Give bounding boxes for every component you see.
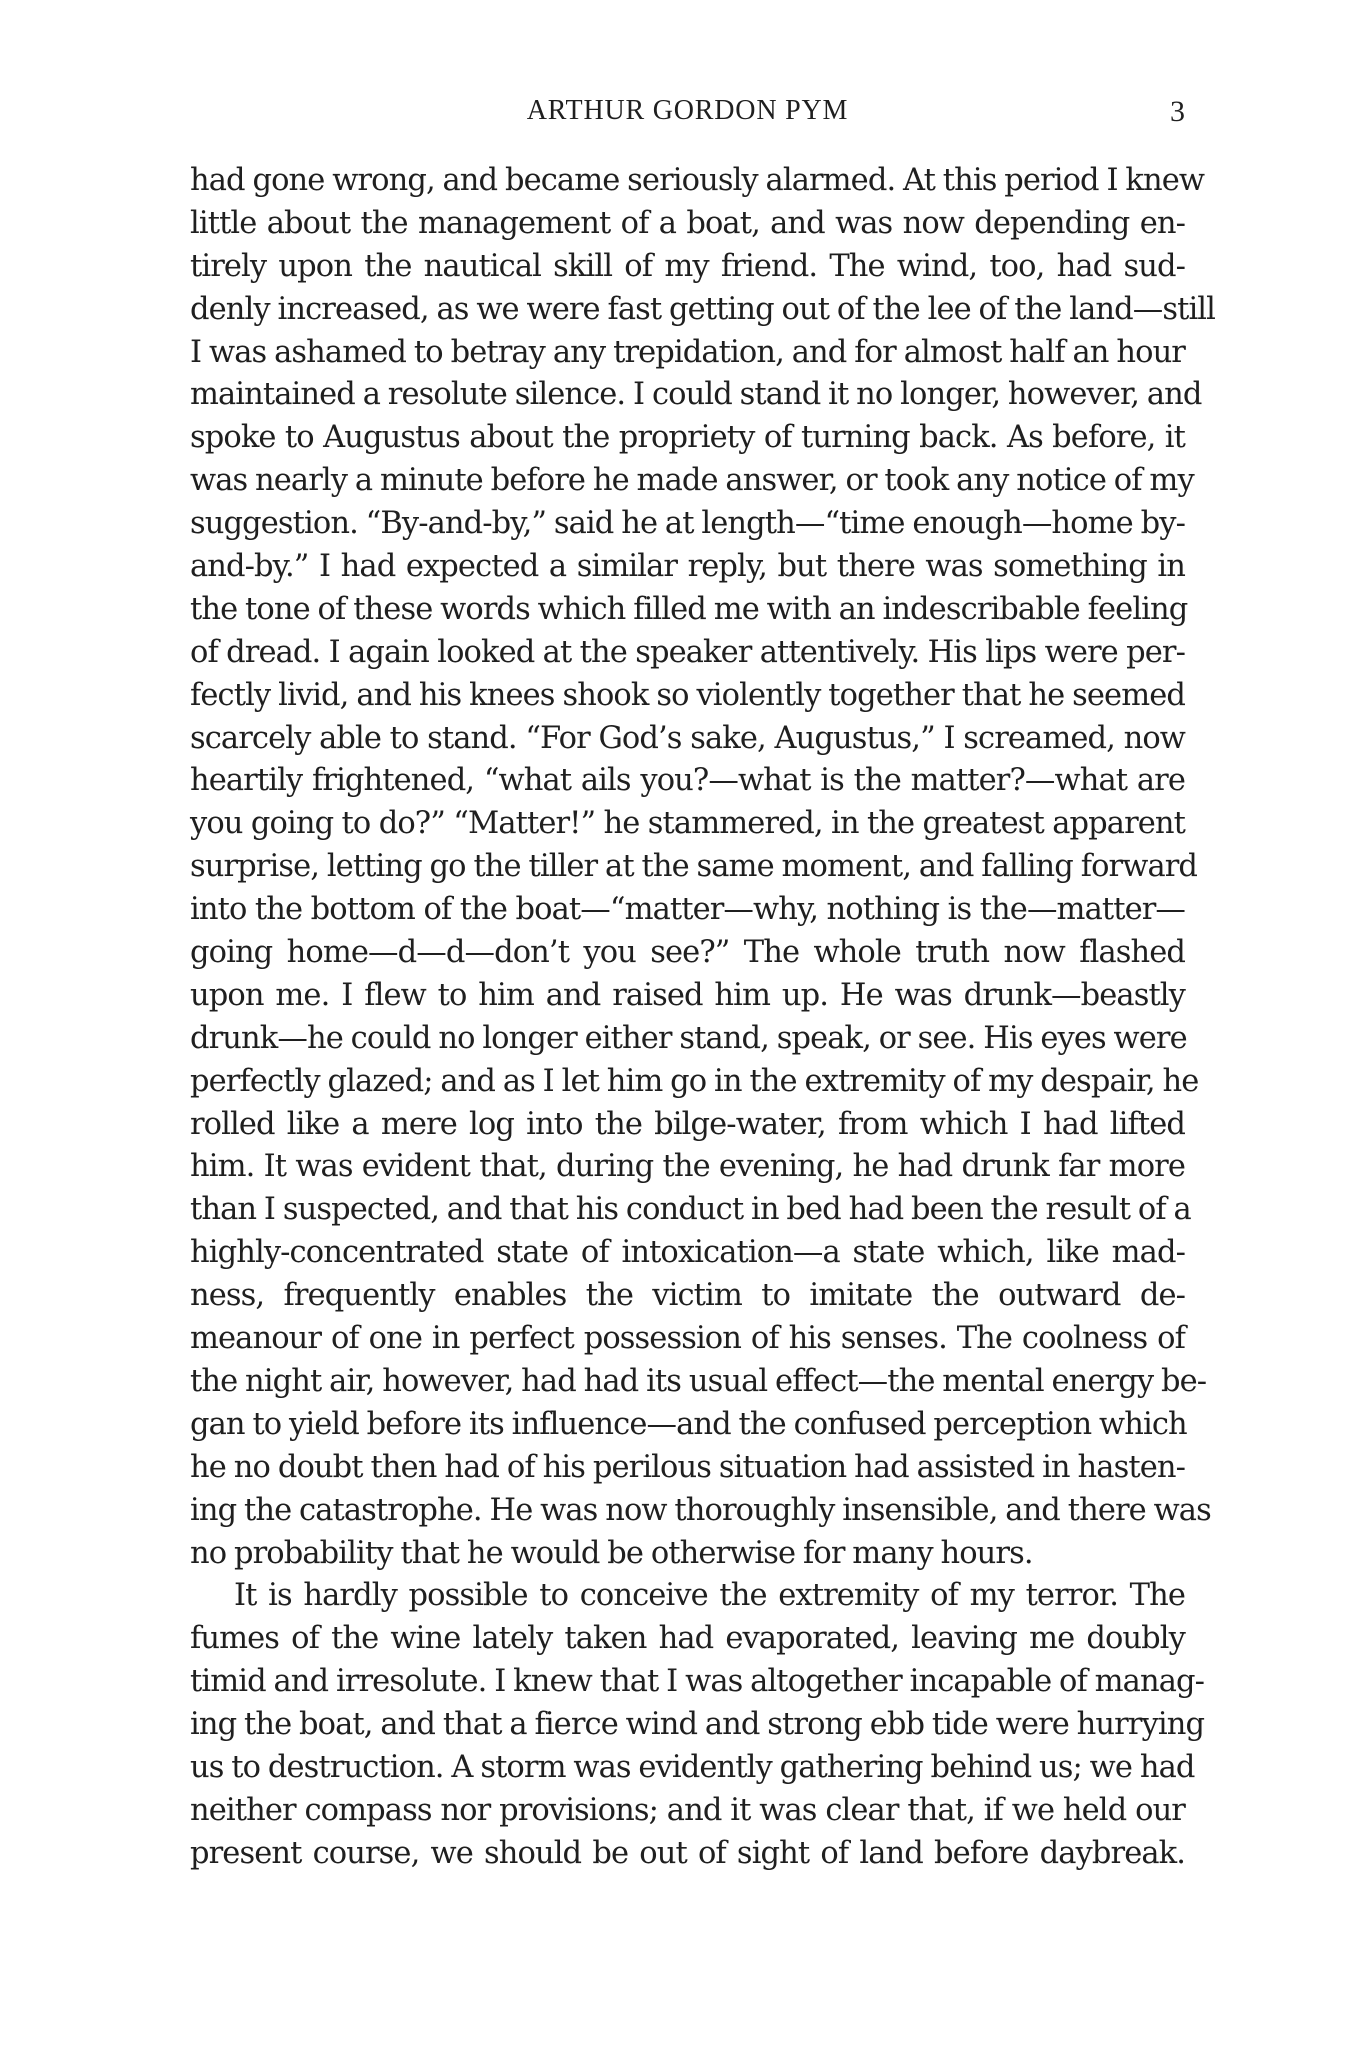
text-line: you going to do?” “Matter!” he stammered, in the greatest apparent: [190, 806, 1185, 842]
text-line: he no doubt then had of his perilous situation had assisted in hasten-: [190, 1449, 1185, 1485]
text-line: gan to yield before its influence—and the confused perception which: [190, 1406, 1187, 1442]
text-line: than I suspected, and that his conduct in bed had been the result of a: [190, 1192, 1191, 1228]
text-line: timid and irresolute. I knew that I was altogether incapable of manag-: [190, 1664, 1205, 1700]
paragraph: [190, 1575, 1205, 1875]
text-line: scarcely able to stand. “For God’s sake, Augustus,” I screamed, now: [190, 720, 1185, 756]
text-line: heartily frightened, “what ails you?—what is the matter?—what are: [190, 763, 1185, 799]
text-line: present course, we should be out of sight of land before daybreak.: [190, 1835, 1185, 1871]
text-line: spoke to Augustus about the propriety of turning back. As before, it: [190, 420, 1185, 456]
text-line: fumes of the wine lately taken had evaporated, leaving me doubly: [190, 1621, 1185, 1657]
text-line: maintained a resolute silence. I could stand it no longer, however, and: [190, 377, 1202, 413]
text-line: perfectly glazed; and as I let him go in the extremity of my despair, he: [190, 1063, 1199, 1099]
text-line: suggestion. “By-and-by,” said he at length—“time enough—home by-: [190, 506, 1185, 542]
text-line: him. It was evident that, during the evening, he had drunk far more: [190, 1149, 1185, 1185]
text-line: no probability that he would be otherwise for many hours.: [190, 1535, 1033, 1571]
body-text: [190, 160, 1216, 1880]
text-line: fectly livid, and his knees shook so violently together that he seemed: [190, 677, 1185, 713]
text-line: It is hardly possible to conceive the extremity of my terror. The: [234, 1578, 1185, 1614]
text-line: I was ashamed to betray any trepidation, and for almost half an hour: [190, 334, 1185, 370]
text-line: tirely upon the nautical skill of my friend. The wind, too, had sud-: [190, 248, 1185, 284]
text-line: ing the catastrophe. He was now thoroughly insensible, and there was: [190, 1492, 1211, 1528]
text-line: meanour of one in perfect possession of his senses. The coolness of: [190, 1321, 1185, 1357]
text-line: highly-concentrated state of intoxication—a state which, like mad-: [190, 1235, 1185, 1271]
text-line: had gone wrong, and became seriously alarmed. At this period I knew: [190, 163, 1205, 198]
running-title: ARTHUR GORDON PYM: [526, 95, 849, 126]
text-line: was nearly a minute before he made answer, or took any notice of my: [190, 463, 1194, 499]
text-line: denly increased, as we were fast getting out of the lee of the land—still: [190, 291, 1216, 327]
text-line: the tone of these words which filled me with an indescribable feeling: [190, 591, 1188, 627]
text-line: surprise, letting go the tiller at the same moment, and falling forward: [190, 849, 1198, 885]
text-line: of dread. I again looked at the speaker attentively. His lips were per-: [190, 634, 1185, 670]
text-line: ness, frequently enables the victim to imitate the outward de-: [190, 1278, 1185, 1314]
running-head: [190, 95, 1185, 135]
text-line: little about the management of a boat, and was now depending en-: [190, 205, 1185, 241]
text-line: rolled like a mere log into the bilge-water, from which I had lifted: [190, 1106, 1185, 1142]
page-number: 3: [1170, 95, 1185, 128]
text-line: going home—d—d—don’t you see?” The whole truth now flashed: [190, 935, 1185, 971]
paragraph: [190, 160, 1216, 1575]
text-line: drunk—he could no longer either stand, speak, or see. His eyes were: [190, 1020, 1187, 1056]
text-line: neither compass nor provisions; and it was clear that, if we held our: [190, 1792, 1185, 1828]
text-line: the night air, however, had had its usual effect—the mental energy be-: [190, 1363, 1207, 1399]
text-line: us to destruction. A storm was evidently gathering behind us; we had: [190, 1749, 1195, 1785]
text-line: upon me. I flew to him and raised him up. He was drunk—beastly: [190, 977, 1185, 1013]
text-line: and-by.” I had expected a similar reply, but there was something in: [190, 549, 1185, 585]
text-line: ing the boat, and that a fierce wind and strong ebb tide were hurrying: [190, 1707, 1205, 1743]
text-line: into the bottom of the boat—“matter—why, nothing is the—matter—: [190, 892, 1185, 928]
